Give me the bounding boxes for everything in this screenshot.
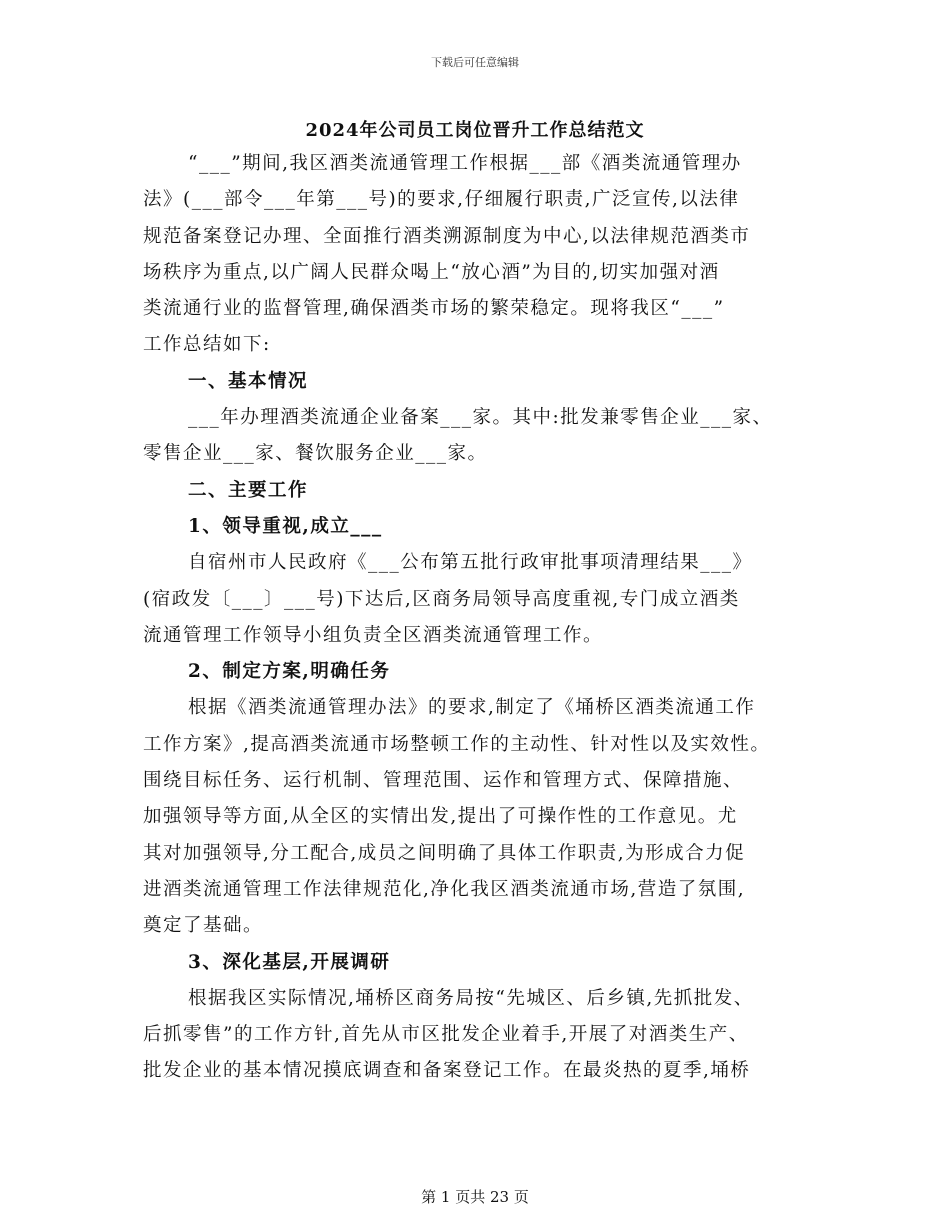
text-line: 零售企业___家、餐饮服务企业___家。 — [143, 443, 488, 465]
text-line: 流通管理工作领导小组负责全区酒类流通管理工作。 — [143, 624, 604, 646]
section-heading: 一、基本情况 — [188, 370, 309, 392]
subsection-heading: 3、深化基层,开展调研 — [188, 951, 391, 973]
header-note: 下载后可任意编辑 — [431, 56, 519, 69]
section-heading: 二、主要工作 — [188, 479, 309, 501]
text-line: 法》(___部令___年第___号)的要求,仔细履行职责,广泛宣传,以法律 — [143, 189, 740, 211]
text-line: 批发企业的基本情况摸底调查和备案登记工作。在最炎热的夏季,埇桥 — [143, 1060, 751, 1082]
subsection-heading: 1、领导重视,成立___ — [188, 515, 383, 537]
text-line: 进酒类流通管理工作法律规范化,净化我区酒类流通市场,营造了氛围, — [143, 878, 746, 900]
page-footer: 第 1 页共 23 页 — [421, 1188, 529, 1206]
subsection-heading: 2、制定方案,明确任务 — [188, 661, 391, 683]
text-line: “___”期间,我区酒类流通管理工作根据___部《酒类流通管理办 — [188, 153, 742, 174]
text-line: 其对加强领导,分工配合,成员之间明确了具体工作职责,为形成合力促 — [143, 842, 746, 864]
text-line: 根据《酒类流通管理办法》的要求,制定了《埇桥区酒类流通工作 — [188, 697, 756, 719]
text-line: 后抓零售”的工作方针,首先从市区批发企业着手,开展了对酒类生产、 — [143, 1024, 749, 1046]
text-line: 围绕目标任务、运行机制、管理范围、运作和管理方式、保障措施、 — [143, 770, 744, 792]
page-title: 2024年公司员工岗位晋升工作总结范文 — [305, 120, 645, 141]
document-body — [143, 146, 811, 1090]
text-line: 规范备案登记办理、全面推行酒类溯源制度为中心,以法律规范酒类市 — [143, 225, 751, 247]
text-line: 场秩序为重点,以广阔人民群众喝上“放心酒”为目的,切实加强对酒 — [143, 261, 720, 283]
text-line: 加强领导等方面,从全区的实情出发,提出了可操作性的工作意见。尤 — [143, 806, 738, 828]
text-line: 工作总结如下: — [143, 334, 271, 356]
text-line: 奠定了基础。 — [143, 915, 264, 937]
text-line: 根据我区实际情况,埇桥区商务局按“先城区、后乡镇,先抓批发、 — [188, 987, 754, 1009]
text-line: 自宿州市人民政府《___公布第五批行政审批事项清理结果___》 — [188, 552, 753, 574]
text-line: 工作方案》,提高酒类流通市场整顿工作的主动性、针对性以及实效性。 — [143, 733, 771, 755]
text-line: 类流通行业的监督管理,确保酒类市场的繁荣稳定。现将我区“___” — [143, 298, 725, 320]
text-line: ___年办理酒类流通企业备案___家。其中:批发兼零售企业___家、 — [188, 407, 773, 429]
text-line: (宿政发〔___〕___号)下达后,区商务局领导高度重视,专门成立酒类 — [143, 588, 740, 610]
